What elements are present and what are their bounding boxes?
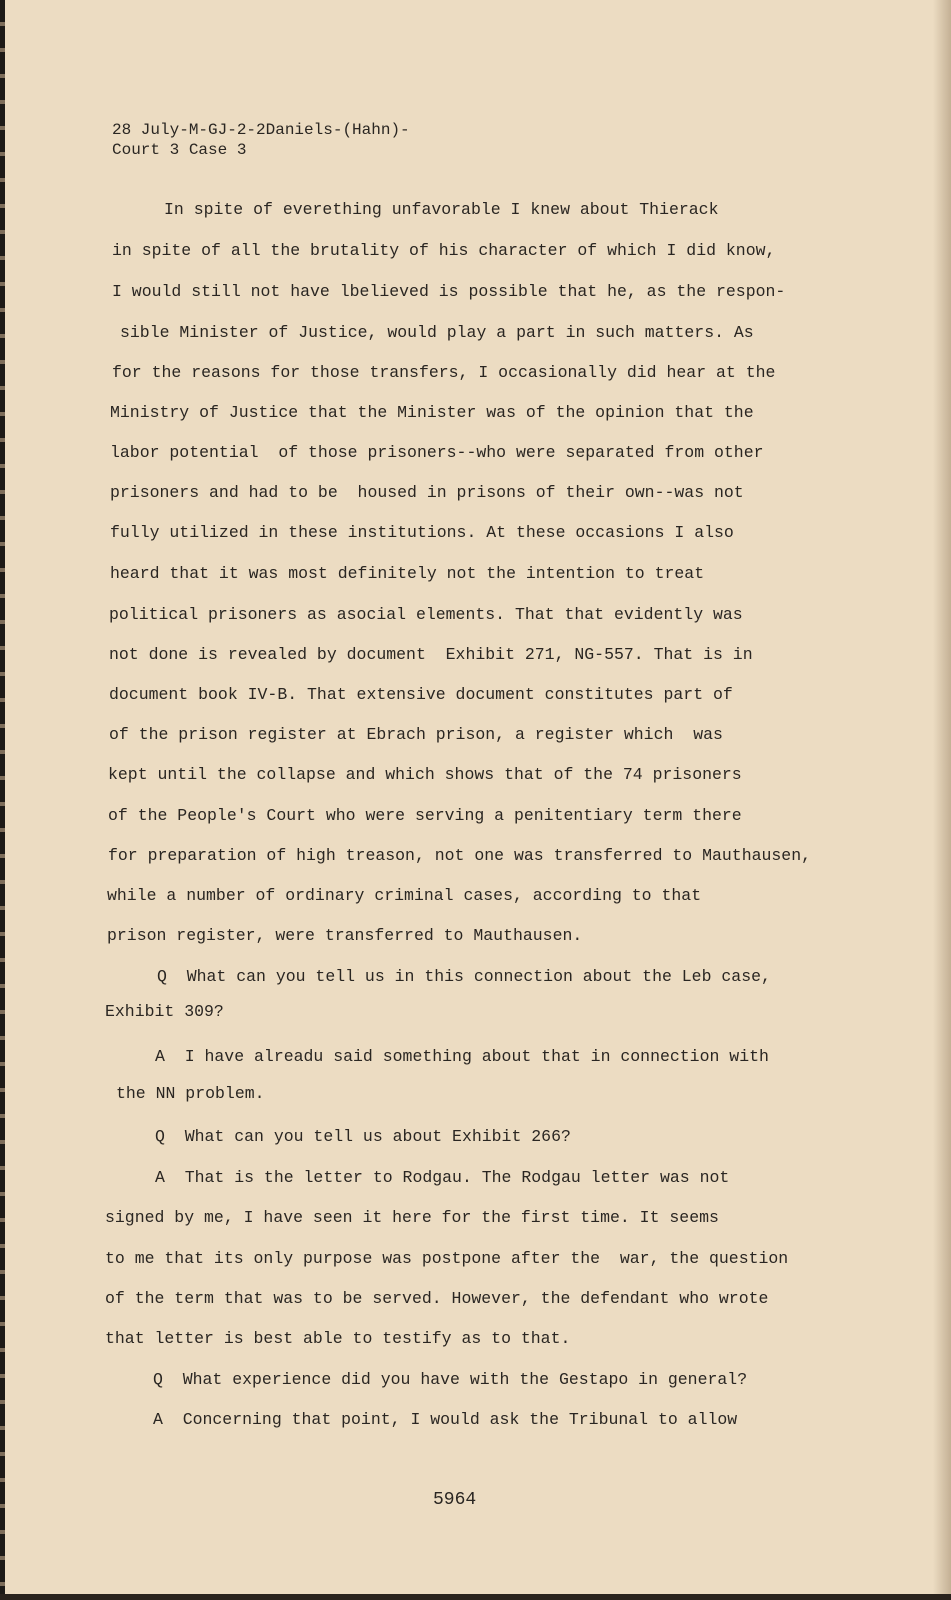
transcript-line: of the People's Court who were serving a penitentiary term there <box>108 806 742 825</box>
transcript-line: signed by me, I have seen it here for the first time. It seems <box>105 1208 719 1227</box>
document-header <box>112 120 410 160</box>
transcript-line: for preparation of high treason, not one was transferred to Mauthausen, <box>108 846 812 865</box>
transcript-question: Q What can you tell us about Exhibit 266? <box>155 1127 571 1146</box>
transcript-line: of the term that was to be served. However, the defendant who wrote <box>105 1289 769 1308</box>
transcript-answer: A Concerning that point, I would ask the Tribunal to allow <box>153 1410 738 1429</box>
transcript-answer: A That is the letter to Rodgau. The Rodgau letter was not <box>155 1168 730 1187</box>
transcript-line: that letter is best able to testify as to that. <box>105 1329 571 1348</box>
transcript-line: labor potential of those prisoners--who were separated from other <box>110 443 764 462</box>
binding-edge <box>0 0 5 1600</box>
transcript-line: for the reasons for those transfers, I occasionally did hear at the <box>112 363 776 382</box>
bottom-edge <box>0 1594 951 1600</box>
transcript-line: the NN problem. <box>116 1084 265 1103</box>
transcript-line: kept until the collapse and which shows that of the 74 prisoners <box>108 765 742 784</box>
transcript-line: document book IV-B. That extensive document constitutes part of <box>109 685 733 704</box>
transcript-answer: A I have alreadu said something about that in connection with <box>155 1047 769 1066</box>
page-number: 5964 <box>433 1490 477 1510</box>
transcript-line: prison register, were transferred to Mauthausen. <box>107 926 583 945</box>
transcript-line: In spite of everething unfavorable I knew about Thierack <box>164 200 719 219</box>
transcript-question: Q What can you tell us in this connection about the Leb case, <box>157 967 771 986</box>
transcript-line: Exhibit 309? <box>105 1002 224 1021</box>
header-reference: 28 July-M-GJ-2-2Daniels-(Hahn)- <box>112 121 410 139</box>
transcript-line: prisoners and had to be housed in prisons of their own--was not <box>110 483 744 502</box>
transcript-line: Ministry of Justice that the Minister was of the opinion that the <box>110 403 754 422</box>
transcript-line: I would still not have lbelieved is possible that he, as the respon- <box>112 282 786 301</box>
transcript-line: fully utilized in these institutions. At these occasions I also <box>110 523 734 542</box>
transcript-line: not done is revealed by document Exhibit 271, NG-557. That is in <box>109 645 753 664</box>
transcript-line: to me that its only purpose was postpone after the war, the question <box>105 1249 789 1268</box>
transcript-line: sible Minister of Justice, would play a part in such matters. As <box>120 323 754 342</box>
transcript-question: Q What experience did you have with the Gestapo in general? <box>153 1370 748 1389</box>
transcript-line: heard that it was most definitely not the intention to treat <box>110 564 705 583</box>
transcript-line: in spite of all the brutality of his character of which I did know, <box>112 241 776 260</box>
page-shadow <box>933 0 951 1600</box>
transcript-line: while a number of ordinary criminal cases, according to that <box>107 886 702 905</box>
header-court-case: Court 3 Case 3 <box>112 141 247 159</box>
transcript-line: of the prison register at Ebrach prison, a register which was <box>109 725 723 744</box>
transcript-line: political prisoners as asocial elements. That that evidently was <box>109 605 743 624</box>
